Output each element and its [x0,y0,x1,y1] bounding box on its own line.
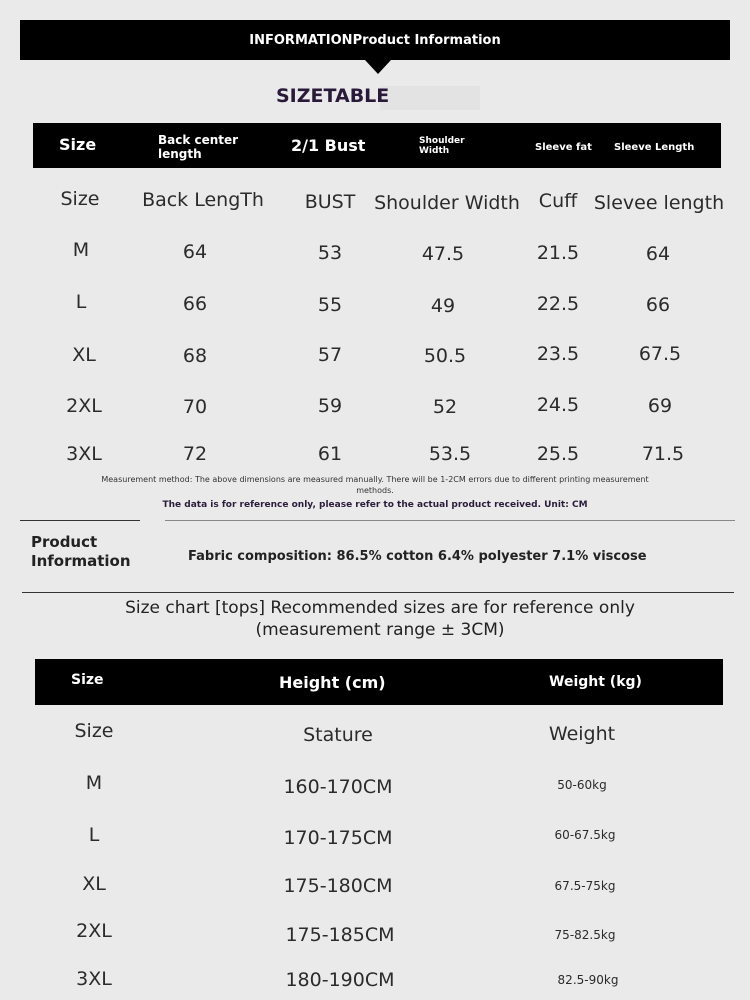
measurement-note: Measurement method: The above dimensions are measured manually. There will be 1-2CM errors due to different printing measurement methods. [101,475,649,495]
table-row-cell: 64 [645,243,671,265]
table-row-cell: 50-60kg [557,778,607,792]
table-row-cell: 55 [317,294,343,316]
table-row-cell: 49 [430,295,456,317]
table-row-cell: 175-185CM [285,924,395,946]
table-row-cell: 66 [182,293,208,315]
table-row-cell: 3XL [66,443,102,465]
table-row-cell: 47.5 [421,243,465,265]
banner-title: INFORMATIONProduct Information [249,32,501,48]
header-weight: Weight (kg) [549,674,642,690]
banner-pointer [365,60,391,74]
subheader-shoulder: Shoulder Width [374,192,520,214]
subheader-back-length: Back LengTh [142,189,264,211]
table-row-cell: 82.5-90kg [557,973,619,987]
subheader-size: Size [74,720,114,742]
header-size: Size [59,135,97,154]
table-row-cell: 24.5 [536,394,580,416]
table-row-cell: 59 [317,395,343,417]
table-row-cell: 61 [317,443,343,465]
subheader-stature: Stature [303,724,373,746]
divider [20,520,140,521]
sizetable-title: SIZETABLE [276,85,390,107]
header-sleeve-length: Sleeve Length [614,142,695,153]
table-row-cell: 75-82.5kg [554,928,616,942]
table-row-cell: M [72,239,90,261]
divider [165,520,735,521]
table-row-cell: XL [82,873,106,895]
table-row-cell: 52 [432,396,458,418]
size-table-header [33,123,721,168]
table-row-cell: 60-67.5kg [554,828,616,842]
table-row-cell: 180-190CM [285,969,395,991]
table-row-cell: 70 [182,396,208,418]
table-row-cell: 69 [647,395,673,417]
table-row-cell: 2XL [66,395,102,417]
table-row-cell: 67.5 [638,343,682,365]
table-row-cell: 25.5 [536,443,580,465]
table-row-cell: 53.5 [428,443,472,465]
table-row-cell: 64 [182,241,208,263]
size-chart-title: Size chart [tops] Recommended sizes are for reference only (measurement range ± 3CM) [125,598,635,640]
subheader-cuff: Cuff [538,190,578,212]
header-shoulder-width: Shoulder Width [419,136,465,157]
table-row-cell: 2XL [76,920,112,942]
header-bust: 2/1 Bust [291,136,366,155]
table-row-cell: 160-170CM [283,776,393,798]
recommend-table-header [35,659,723,705]
subheader-sleeve: Slevee length [593,192,725,214]
header-height: Height (cm) [279,673,386,692]
table-row-cell: 53 [317,242,343,264]
fabric-composition: Fabric composition: 86.5% cotton 6.4% polyester 7.1% viscose [188,549,647,564]
subheader-bust: BUST [304,191,356,213]
table-row-cell: 68 [182,345,208,367]
table-row-cell: XL [72,344,96,366]
table-row-cell: 50.5 [423,345,467,367]
info-banner [20,20,730,60]
table-row-cell: 72 [182,443,208,465]
table-row-cell: 170-175CM [283,827,393,849]
table-row-cell: L [75,291,87,313]
header-back-center-length: Back center length [158,133,239,161]
subheader-size: Size [60,188,100,210]
table-row-cell: 22.5 [536,293,580,315]
table-row-cell: 71.5 [641,443,685,465]
product-info-label: Product Information [31,533,131,570]
table-row-cell: 66 [645,294,671,316]
title-shade [380,86,480,110]
table-row-cell: 57 [317,344,343,366]
table-row-cell: 21.5 [536,242,580,264]
header-sleeve-fat: Sleeve fat [535,142,592,153]
table-row-cell: M [85,772,103,794]
reference-note: The data is for reference only, please refer to the actual product received. Unit: CM [162,500,588,510]
header-size: Size [71,672,104,688]
subheader-weight: Weight [548,723,616,745]
table-row-cell: 175-180CM [283,875,393,897]
table-row-cell: 3XL [76,968,112,990]
table-row-cell: 67.5-75kg [554,879,616,893]
table-row-cell: L [88,824,100,846]
divider [22,592,734,593]
table-row-cell: 23.5 [536,343,580,365]
